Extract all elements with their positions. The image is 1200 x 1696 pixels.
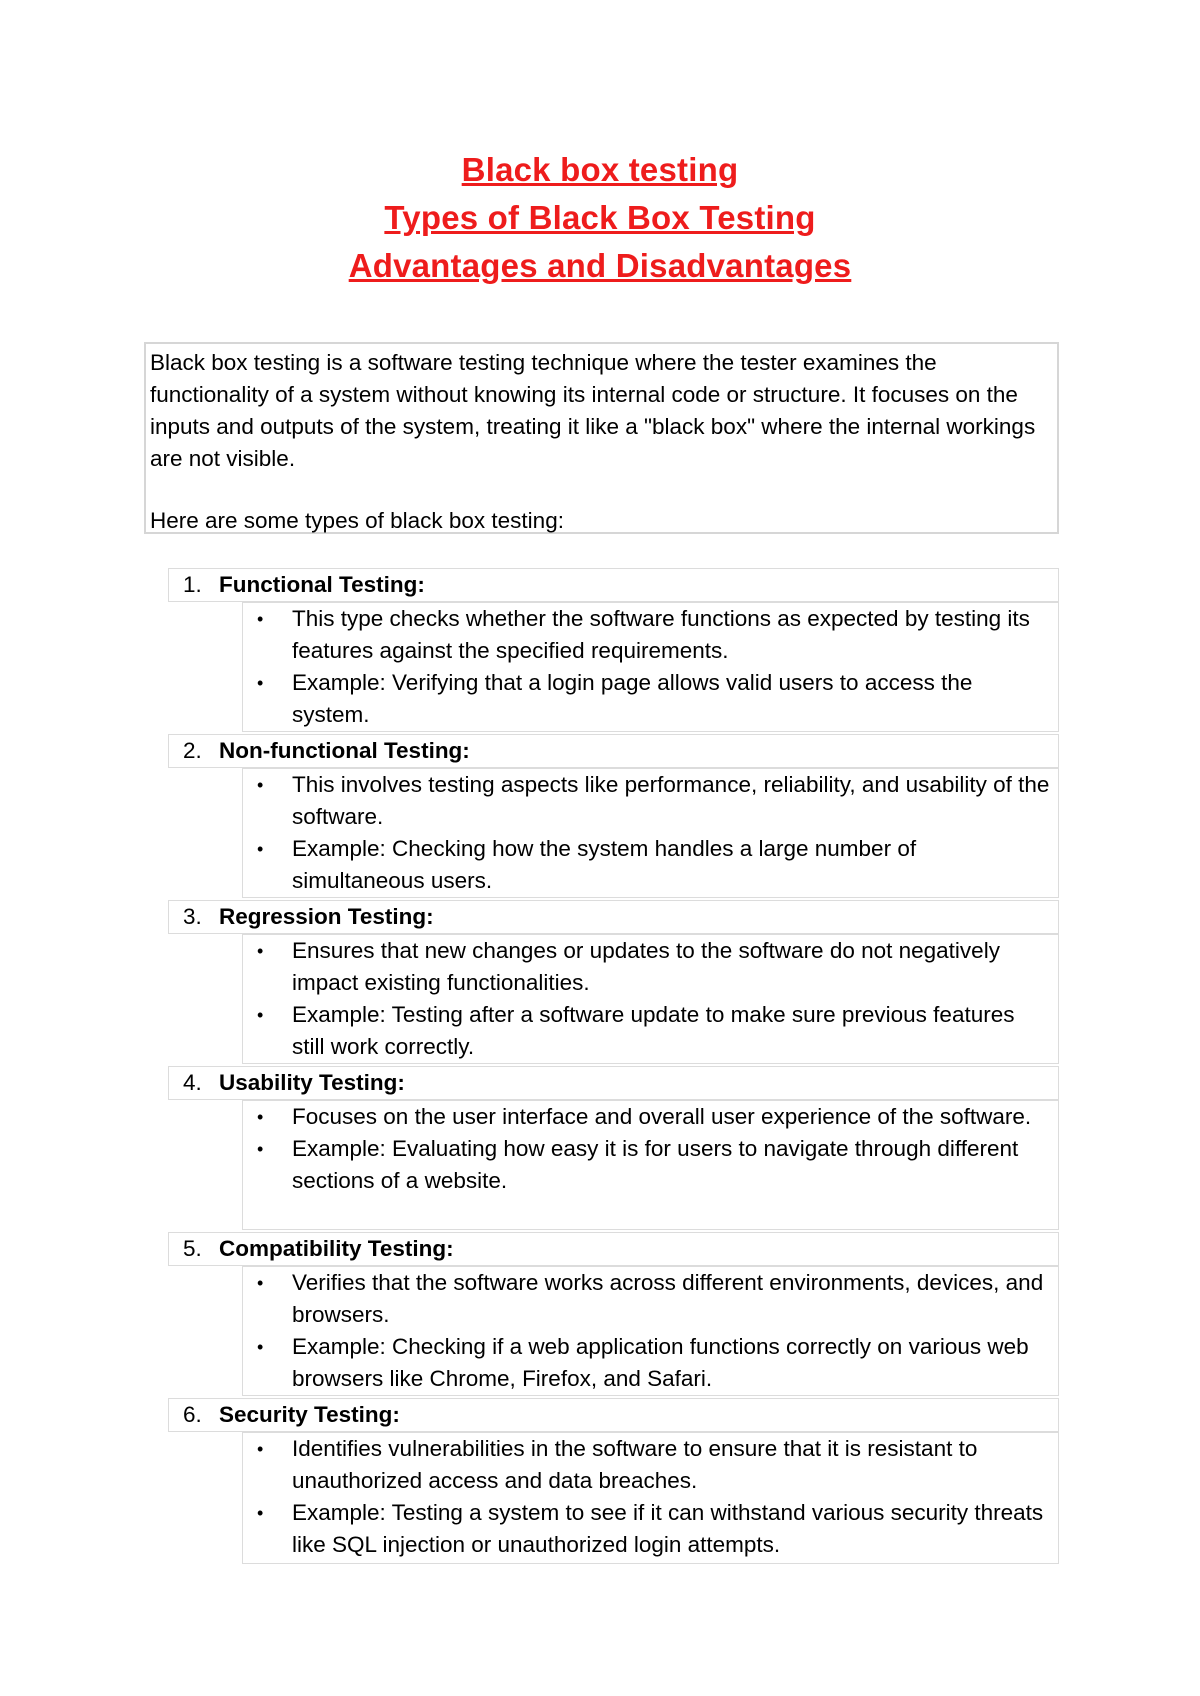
list-item (168, 1232, 1059, 1266)
bullet-icon: • (257, 1439, 264, 1459)
bullet-list (242, 934, 1059, 1064)
bullet-icon: • (257, 609, 264, 629)
title-advantages: Advantages and Disadvantages (348, 247, 852, 284)
bullet-item: • This type checks whether the software functions as expected by testing its features against the specified requirements. (243, 603, 1058, 667)
item-number: 6. (183, 1402, 202, 1427)
bullet-item: • Focuses on the user interface and overall user experience of the software. (243, 1101, 1058, 1133)
bullet-icon: • (257, 941, 264, 961)
item-number: 2. (183, 738, 202, 763)
bullet-icon: • (257, 1273, 264, 1293)
bullet-list (242, 768, 1059, 898)
bullet-icon: • (257, 1337, 264, 1357)
item-number: 5. (183, 1236, 202, 1261)
bullet-item: • Example: Checking how the system handles a large number of simultaneous users. (243, 833, 1058, 897)
bullet-icon: • (257, 1503, 264, 1523)
bullet-list (242, 1432, 1059, 1564)
item-heading: Functional Testing: (219, 572, 425, 597)
intro-paragraph: Black box testing is a software testing technique where the tester examines the functionality of a system without knowing its internal code or structure. It focuses on the inputs and outputs of the system, treating it like a "black box" where the internal workings are not visible. (150, 350, 1036, 471)
bullet-icon: • (257, 839, 264, 859)
item-number: 1. (183, 572, 202, 597)
bullet-item: • This involves testing aspects like performance, reliability, and usability of the software. (243, 769, 1058, 833)
bullet-item: • Ensures that new changes or updates to the software do not negatively impact existing functionalities. (243, 935, 1058, 999)
list-item (168, 900, 1059, 934)
bullet-item: • Example: Testing a system to see if it can withstand various security threats like SQL injection or unauthorized login attempts. (243, 1497, 1058, 1561)
item-number: 4. (183, 1070, 202, 1095)
item-heading: Regression Testing: (219, 904, 434, 929)
item-number: 3. (183, 904, 202, 929)
bullet-list (242, 1266, 1059, 1396)
bullet-list (242, 1100, 1059, 1230)
list-item (168, 1066, 1059, 1100)
bullet-icon: • (257, 775, 264, 795)
bullet-item: • Example: Evaluating how easy it is for users to navigate through different sections of a website. (243, 1133, 1058, 1197)
item-heading: Compatibility Testing: (219, 1236, 454, 1261)
item-heading: Non-functional Testing: (219, 738, 470, 763)
bullet-item: • Identifies vulnerabilities in the software to ensure that it is resistant to unauthorized access and data breaches. (243, 1433, 1058, 1497)
intro-box (144, 342, 1059, 534)
bullet-item: • Example: Checking if a web application functions correctly on various web browsers like Chrome, Firefox, and Safari. (243, 1331, 1058, 1395)
list-item (168, 734, 1059, 768)
title-black-box-testing: Black box testing (461, 151, 739, 188)
bullet-item: • Example: Testing after a software update to make sure previous features still work correctly. (243, 999, 1058, 1063)
bullet-item: • Example: Verifying that a login page allows valid users to access the system. (243, 667, 1058, 731)
bullet-icon: • (257, 1139, 264, 1159)
intro-lead-in: Here are some types of black box testing: (150, 508, 564, 533)
list-item (168, 568, 1059, 602)
list-item (168, 1398, 1059, 1432)
item-heading: Usability Testing: (219, 1070, 405, 1095)
bullet-icon: • (257, 1005, 264, 1025)
bullet-list (242, 602, 1059, 732)
bullet-icon: • (257, 1107, 264, 1127)
title-types: Types of Black Box Testing (384, 199, 816, 236)
document-title-block (0, 146, 1200, 290)
item-heading: Security Testing: (219, 1402, 400, 1427)
bullet-item: • Verifies that the software works across different environments, devices, and browsers. (243, 1267, 1058, 1331)
bullet-icon: • (257, 673, 264, 693)
